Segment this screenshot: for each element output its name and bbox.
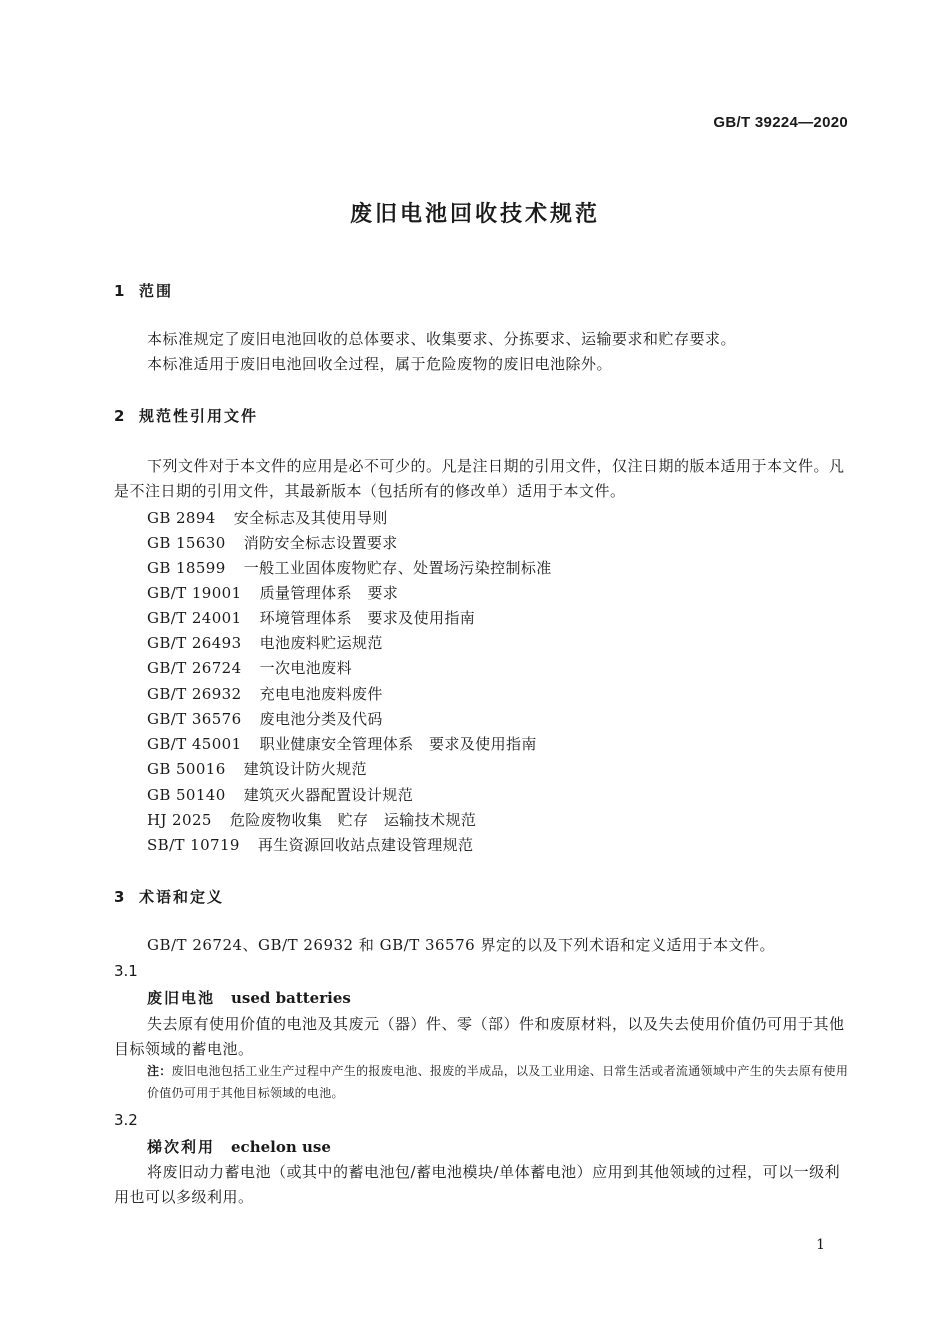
- reference-item: GB 50140 建筑灭火器配置设计规范: [147, 786, 414, 804]
- section-title: 范围: [139, 282, 174, 300]
- reference-item: GB/T 26932 充电电池废料废件: [147, 685, 383, 703]
- reference-item: GB/T 36576 废电池分类及代码: [147, 710, 383, 728]
- reference-item: GB/T 24001 环境管理体系 要求及使用指南: [147, 609, 476, 627]
- reference-item: GB/T 45001 职业健康安全管理体系 要求及使用指南: [147, 735, 537, 753]
- section-1-heading: [114, 280, 173, 301]
- section-3-heading: [114, 886, 224, 907]
- term-number: 3.1: [114, 962, 138, 980]
- reference-item: GB 18599 一般工业固体废物贮存、处置场污染控制标准: [147, 559, 552, 577]
- section-number: 3: [114, 888, 127, 906]
- reference-item: GB 15630 消防安全标志设置要求: [147, 534, 398, 552]
- reference-item: HJ 2025 危险废物收集 贮存 运输技术规范: [147, 811, 477, 829]
- term-zh: 废旧电池: [147, 989, 216, 1007]
- term-zh: 梯次利用: [147, 1138, 216, 1156]
- reference-item: GB 50016 建筑设计防火规范: [147, 760, 367, 778]
- section-title: 规范性引用文件: [139, 407, 259, 425]
- term-definition: 失去原有使用价值的电池及其废元（器）件、零（部）件和废原材料，以及失去使用价值仍可用于其他目标领域的蓄电池。: [114, 1015, 845, 1058]
- standard-number: GB/T 39224—2020: [713, 114, 848, 131]
- term-definition: 将废旧动力蓄电池（或其中的蓄电池包/蓄电池模块/单体蓄电池）应用到其他领域的过程，可以一级利用也可以多级利用。: [114, 1163, 841, 1206]
- term-heading: [147, 987, 351, 1008]
- section-number: 1: [114, 282, 127, 300]
- page-number: 1: [816, 1237, 825, 1253]
- reference-item: GB 2894 安全标志及其使用导则: [147, 509, 388, 527]
- section-2-heading: [114, 405, 258, 426]
- section-2-intro: 下列文件对于本文件的应用是必不可少的。凡是注日期的引用文件，仅注日期的版本适用于本文件。凡是不注日期的引用文件，其最新版本（包括所有的修改单）适用于本文件。: [114, 457, 845, 500]
- term-note: [147, 1060, 852, 1104]
- note-label: 注：: [147, 1064, 172, 1078]
- term-heading: [147, 1136, 331, 1157]
- reference-item: GB/T 26724 一次电池废料: [147, 659, 352, 677]
- note-text: 废旧电池包括工业生产过程中产生的报废电池、报废的半成品，以及工业用途、日常生活或者流通领域中产生的失去原有使用价值仍可用于其他目标领域的电池。: [147, 1064, 849, 1100]
- term-en: used batteries: [231, 989, 351, 1007]
- reference-item: GB/T 26493 电池废料贮运规范: [147, 634, 383, 652]
- reference-item: GB/T 19001 质量管理体系 要求: [147, 584, 399, 602]
- section-1-paragraph: 本标准规定了废旧电池回收的总体要求、收集要求、分拣要求、运输要求和贮存要求。: [147, 330, 737, 348]
- term-en: echelon use: [231, 1138, 331, 1156]
- term-number: 3.2: [114, 1111, 138, 1129]
- section-3-intro: GB/T 26724、GB/T 26932 和 GB/T 36576 界定的以及下列术语和定义适用于本文件。: [147, 936, 775, 954]
- section-number: 2: [114, 407, 127, 425]
- document-title: 废旧电池回收技术规范: [349, 202, 600, 227]
- reference-item: SB/T 10719 再生资源回收站点建设管理规范: [147, 836, 474, 854]
- section-title: 术语和定义: [139, 888, 225, 906]
- section-1-paragraph: 本标准适用于废旧电池回收全过程，属于危险废物的废旧电池除外。: [147, 355, 613, 373]
